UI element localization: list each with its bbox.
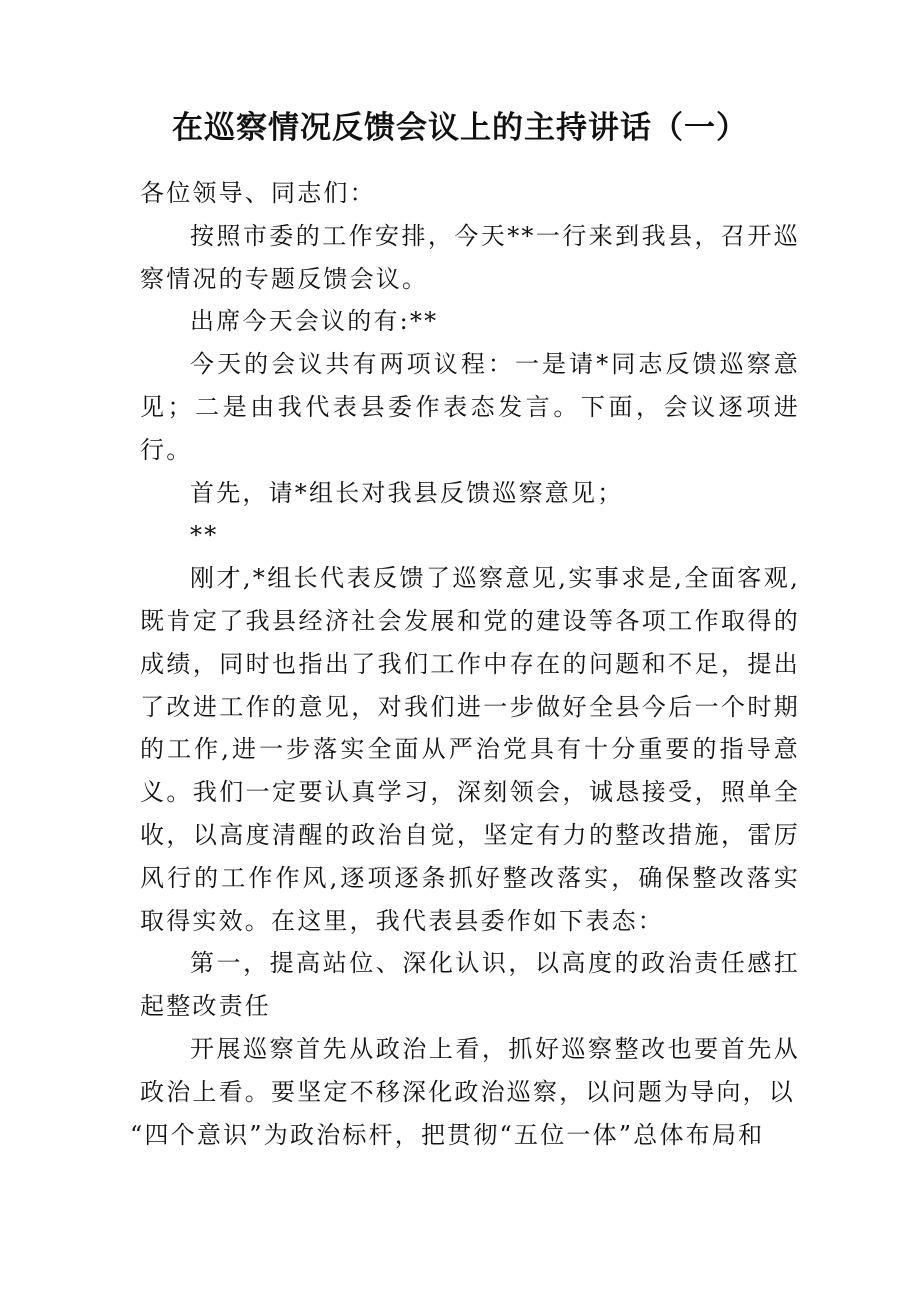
body-paragraph: 刚才,*组长代表反馈了巡察意见,实事求是,全面客观,既肯定了我县经济社会发展和党的建设等各项工作取得的成绩，同时也指出了我们工作中存在的问题和不足，提出了改进工作的意见，对我们进一步做好全县今后一个时期的工作,进一步落实全面从严治党具有十分重要的指导意义。我们一定要认真学习，深刻领会，诚恳接受，照单全收，以高度清醒的政治自觉，坚定有力的整改措施，雷厉风行的工作作风,逐项逐条抓好整改落实，确保整改落实取得实效。在这里，我代表县委作如下表态： — [140, 564, 800, 935]
salutation-paragraph: 各位领导、同志们： — [140, 179, 376, 207]
body-paragraph: 出席今天会议的有:** — [190, 307, 439, 336]
body-paragraph: 开展巡察首先从政治上看，抓好巡察整改也要首先从政治上看。要坚定不移深化政治巡察，以问题为导向，以 — [140, 1034, 800, 1106]
document-body — [130, 172, 800, 1156]
body-paragraph: 按照市委的工作安排，今天**一行来到我县，召开巡察情况的专题反馈会议。 — [140, 221, 800, 293]
body-paragraph: 第一，提高站位、深化认识，以高度的政治责任感扛起整改责任 — [140, 949, 800, 1021]
body-paragraph: “四个意识”为政治标杆，把贯彻“五位一体”总体布局和 — [130, 1120, 765, 1149]
body-paragraph: 首先，请*组长对我县反馈巡察意见； — [190, 478, 624, 507]
body-paragraph: 今天的会议共有两项议程：一是请*同志反馈巡察意见；二是由我代表县委作表态发言。下面，会议逐项进行。 — [140, 350, 800, 464]
document-title: 在巡察情况反馈会议上的主持讲话（一） — [172, 110, 748, 146]
body-paragraph: ** — [190, 521, 219, 550]
